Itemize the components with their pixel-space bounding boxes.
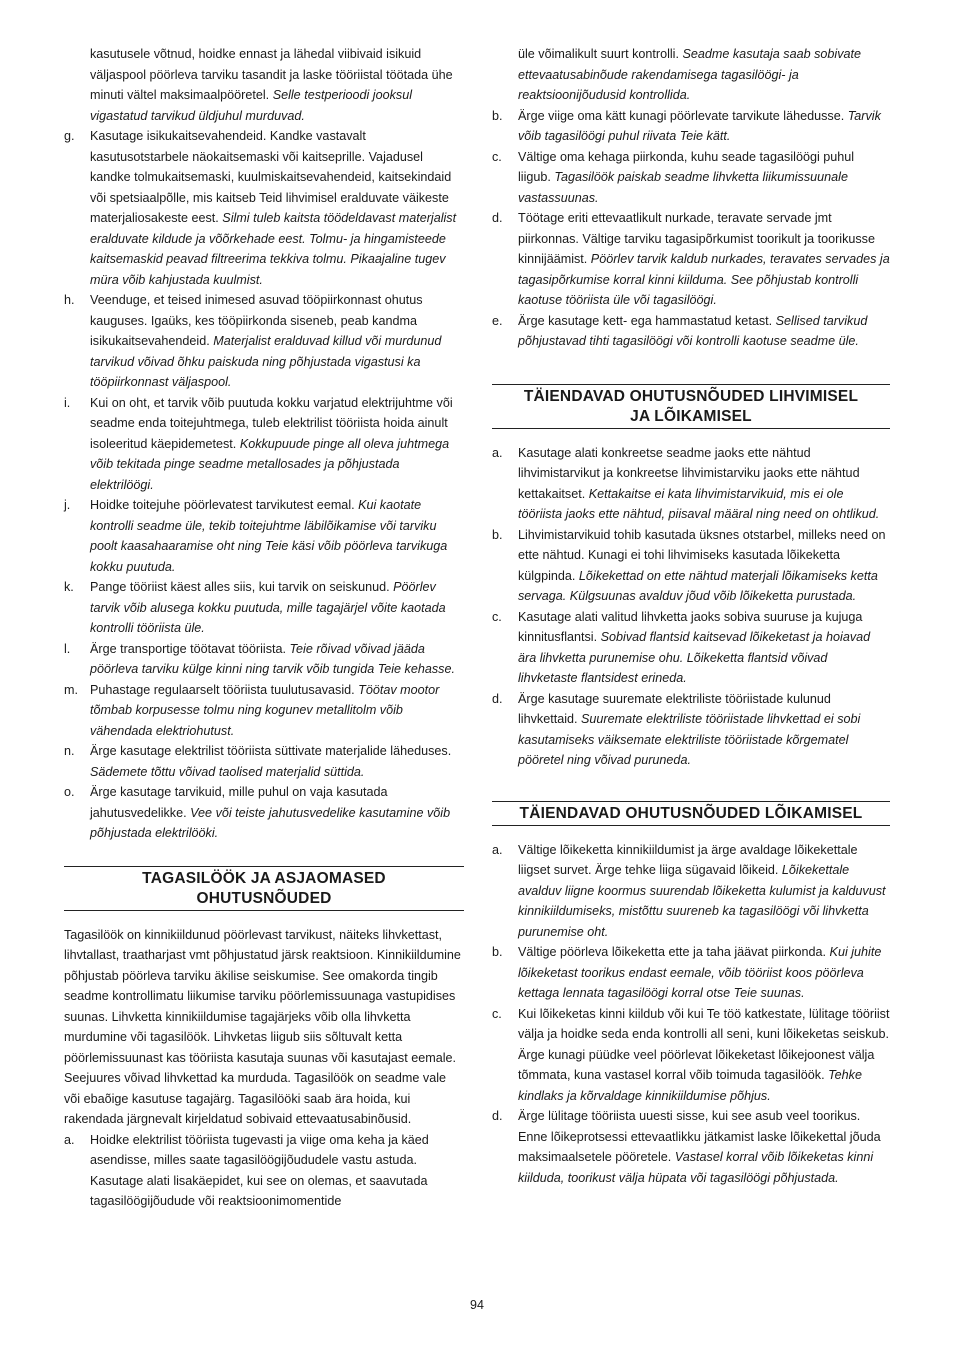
- section-heading-kickback: TAGASILÖÖK JA ASJAOMASED OHUTUSNÕUDED: [64, 866, 464, 911]
- list-item: n. Ärge kasutage elektrilist tööriista süttivate materjalide läheduses. Sädemete tõttu võivad taolised materjalid süttida.: [64, 744, 452, 779]
- list-item: k. Pange tööriist käest alles siis, kui tarvik on seiskunud. Pöörlev tarvik võib alusega kokku puutuda, mille tagajärjel võite kaotada kontrolli tööriista üle.: [64, 580, 446, 635]
- list-item: b. Lihvimistarvikuid tohib kasutada üksnes otstarbel, milleks need on ette nähtud. Kunagi ei tohi lihvimiseks kasutada lõikeketta külgpinda. Lõikekettad on ette nähtud materjali lõikamiseks ketta servaga. Külgsuunas avalduv jõud võib lõikeketta purustada.: [492, 527, 886, 603]
- continued-paragraph: kasutusele võtnud, hoidke ennast ja lähedal viibivaid isikuid väljaspool pöörleva tarviku tasandit ja laske tööriistal töötada ühe minuti vältel maksimaalpööretel. Selle testperioodi jooksul vigastatud tarvikud üldjuhul murduvad.: [90, 47, 453, 123]
- list-item: c. Vältige oma kehaga piirkonda, kuhu seade tagasilöögi puhul liigub. Tagasilöök paiskab seadme lihvketta liikumissuunale vastassuunas.: [492, 149, 855, 205]
- left-column: [64, 44, 464, 1212]
- list-item: b. Vältige pöörleva lõikeketta ette ja taha jäävat piirkonda. Kui juhite lõikeketast toorikus endast eemale, võib tööriist koos pöörleva kettaga lennata tagasilöögi korral otse Teie suunas.: [492, 945, 882, 1000]
- kickback-intro-paragraph: Tagasilöök on kinnikiildunud pöörlevast tarvikust, näiteks lihvkettast, lihvtallast, traatharjast vmt põhjustatud järsk reaktsioon. Kinnikiildumine põhjustab pöörleva tarviku äkilise seiskumise. See omakorda tingib seadme kontrollimatu liikumise tarviku pöörlemissuunaga vastupidises suunas. Lihvketta kinnikiildumise tagajärjeks võib olla lihvketta murdumine või tagasilöök. Lihvketas liigub siis sõltuvalt ketta pöörlemissuunast kas tööriista kasutaja suunas või kasutajast eemale. Seejuures võivad lihvkettad ka murduda. Tagasilöök on seadme vale või ebaõige kasutuse tagajärg. Tagasilööki saab ära hoida, kui rakendada järgnevalt kirjeldatud sobivaid ettevaatusabinõusid.: [64, 927, 461, 1126]
- right-column: [492, 44, 890, 1188]
- list-item: c. Kasutage alati valitud lihvketta jaoks sobiva suuruse ja kujuga kinnitusflantsi. Sobivad flantsid kaitsevad lõikeketast ja hoiavad ära lihvketta purunemise ohu. Lõikeketta flantsid võivad lihvketaste flantsidest erineda.: [492, 609, 871, 685]
- list-item: j. Hoidke toitejuhe pöörlevatest tarvikutest eemal. Kui kaotate kontrolli seadme üle, tekib toitejuhtme läbilõikamise või tarviku poolt kaasahaaramise oht ning Teie käsi võib pöörleva tarvikuga kokku puutuda.: [64, 498, 448, 574]
- list-item: b. Ärge viige oma kätt kunagi pöörlevate tarvikute lähedusse. Tarvik võib tagasilöögi puhul riivata Teie kätt.: [492, 108, 881, 143]
- list-item: d. Ärge lülitage tööriista uuesti sisse, kui see asub veel toorikus. Enne lõikeprotsessi ettevaatlikku jätkamist laske lõikekettal jõuda maksimaalsetele pööretele. Vastasel korral võib lõikeketas kinni kiilduda, toorikust välja hüpata või tagasilöögi põhjustada.: [492, 1109, 881, 1185]
- list-item: h. Veenduge, et teised inimesed asuvad tööpiirkonnast ohutus kauguses. Igaüks, kes tööpiirkonda siseneb, peab kandma isikukaitsevahendeid. Materjalist eralduvad killud või murdunud tarvikud võivad õhku paiskuda ning põhjustada vigastusi ka tööpiirkonnast väljaspool.: [64, 293, 442, 389]
- list-item: l. Ärge transportige töötavat tööriista. Teie rõivad võivad jääda pöörleva tarviku külge kinni ning tarvik võib tungida Teie kehasse.: [64, 641, 455, 676]
- list-item: i. Kui on oht, et tarvik võib puutuda kokku varjatud elektrijuhtme või seadme enda toitejuhtmega, tuleb elektrilist tööriista hoida ainult isoleeritud käepidemetest. Kokkupuude pinge all oleva juhtmega võib tekitada pinge seadme metallosades ja põhjustada elektrilöögi.: [64, 395, 453, 492]
- list-item: a. Kasutage alati konkreetse seadme jaoks ette nähtud lihvimistarvikut ja konkreetse lihvimistarviku jaoks ette nähtud kettakaitset. Kettakaitse ei kata lihvimistarvikuid, mis ei ole tööriista jaoks ette nähtud, piisaval määral ning need on ohtlikud.: [492, 445, 880, 521]
- list-item: e. Ärge kasutage kett- ega hammastatud ketast. Sellised tarvikud põhjustavad tihti tagasilöögi või kontrolli kaotuse seadme üle.: [492, 313, 868, 348]
- list-item: o. Ärge kasutage tarvikuid, mille puhul on vaja kasutada jahutusvedelikke. Vee või teiste jahutusvedelike kasutamine võib põhjustada elektrilööki.: [64, 785, 451, 840]
- list-item: m. Puhastage regulaarselt tööriista tuulutusavasid. Töötav mootor tõmbab korpusesse tolmu ning kogunev metallitolm võib vähendada elektriohutust.: [64, 682, 440, 738]
- continued-paragraph: üle võimalikult suurt kontrolli. Seadme kasutaja saab sobivate ettevaatusabinõude rakendamisega tagasilöögi- ja reaktsioonijõudusid kontrollida.: [518, 47, 862, 102]
- list-item: d. Ärge kasutage suuremate elektriliste tööriistade kulunud lihvkettaid. Suuremate elektriliste tööriistade lihvkettad ei sobi kasutamiseks väiksemate elektriliste tööriistade kõrgematel pööretel ning võivad puruneda.: [492, 691, 861, 767]
- kickback-list-b-e: [492, 106, 890, 352]
- list-item: a. Vältige lõikeketta kinnikiildumist ja ärge avaldage lõikekettale liigset survet. Ärge tehke liiga sügavaid lõikeid. Lõikekettale avalduv liigne koormus suurendab lõikeketta kulumist ja kalduvust kinnikiildumiseks, mistõttu suureneb ka tagasilöögi või lihvketta purunemise oht.: [492, 842, 886, 939]
- safety-list-g-o: [64, 126, 464, 844]
- section-heading-grinding-cutting: TÄIENDAVAD OHUTUSNÕUDED LIHVIMISEL JA LÕIKAMISEL: [492, 384, 890, 429]
- list-item: d. Töötage eriti ettevaatlikult nurkade, teravate servade jmt piirkonnas. Vältige tarviku tagasipõrkumist toorikult ja toorikusse kinnijäämist. Pöörlev tarvik kaldub nurkades, teravates servades ja tagasipõrkumise korral kinni kiilduma. See põhjustab kontrolli kaotuse tööriista üle või tagasilöögi.: [492, 211, 890, 307]
- list-item: a. Hoidke elektrilist tööriista tugevasti ja viige oma keha ja käed asendisse, milles saate tagasilöögijõududele vastu astuda. Kasutage alati lisakäepidet, kui see on olemas, et saavutada tagasilöögijõudude või reaktsioonimomentide: [64, 1132, 429, 1208]
- list-item: c. Kui lõikeketas kinni kiildub või kui Te töö katkestate, lülitage tööriist välja ja hoidke seda enda kontrolli all seni, kuni lõikeketas seiskub. Ärge kunagi püüdke veel pöörlevat lõikeketast lõikejoonest välja tõmmata, kuna vastasel korral võib toimuda tagasilöök. Tehke kindlaks ja kõrvaldage kinnikiildumise põhjus.: [492, 1006, 890, 1103]
- grinding-cutting-list: [492, 443, 890, 771]
- page-number: 94: [470, 1298, 484, 1312]
- cutting-list: [492, 840, 890, 1189]
- section-heading-cutting: TÄIENDAVAD OHUTUSNÕUDED LÕIKAMISEL: [492, 801, 890, 826]
- list-item: g. Kasutage isikukaitsevahendeid. Kandke vastavalt kasutusotstarbele näokaitsemaski või kaitseprille. Vajadusel kandke tolmukaitsemaski, kuulmiskaitsevahendeid, kaitsekindaid või spetsiaalpõlle, mis kaitseb Teid lihvimisel eralduvate väikeste materjaliosakeste eest. Silmi tuleb kaitsta töödeldavast materjalist eralduvate kildude ja võõrkehade eest. Tolmu- ja hingamisteede kaitsemaskid peavad filtreerima tekkiva tolmu. Pikaajaline tugev müra võib kahjustada kuulmist.: [64, 129, 457, 287]
